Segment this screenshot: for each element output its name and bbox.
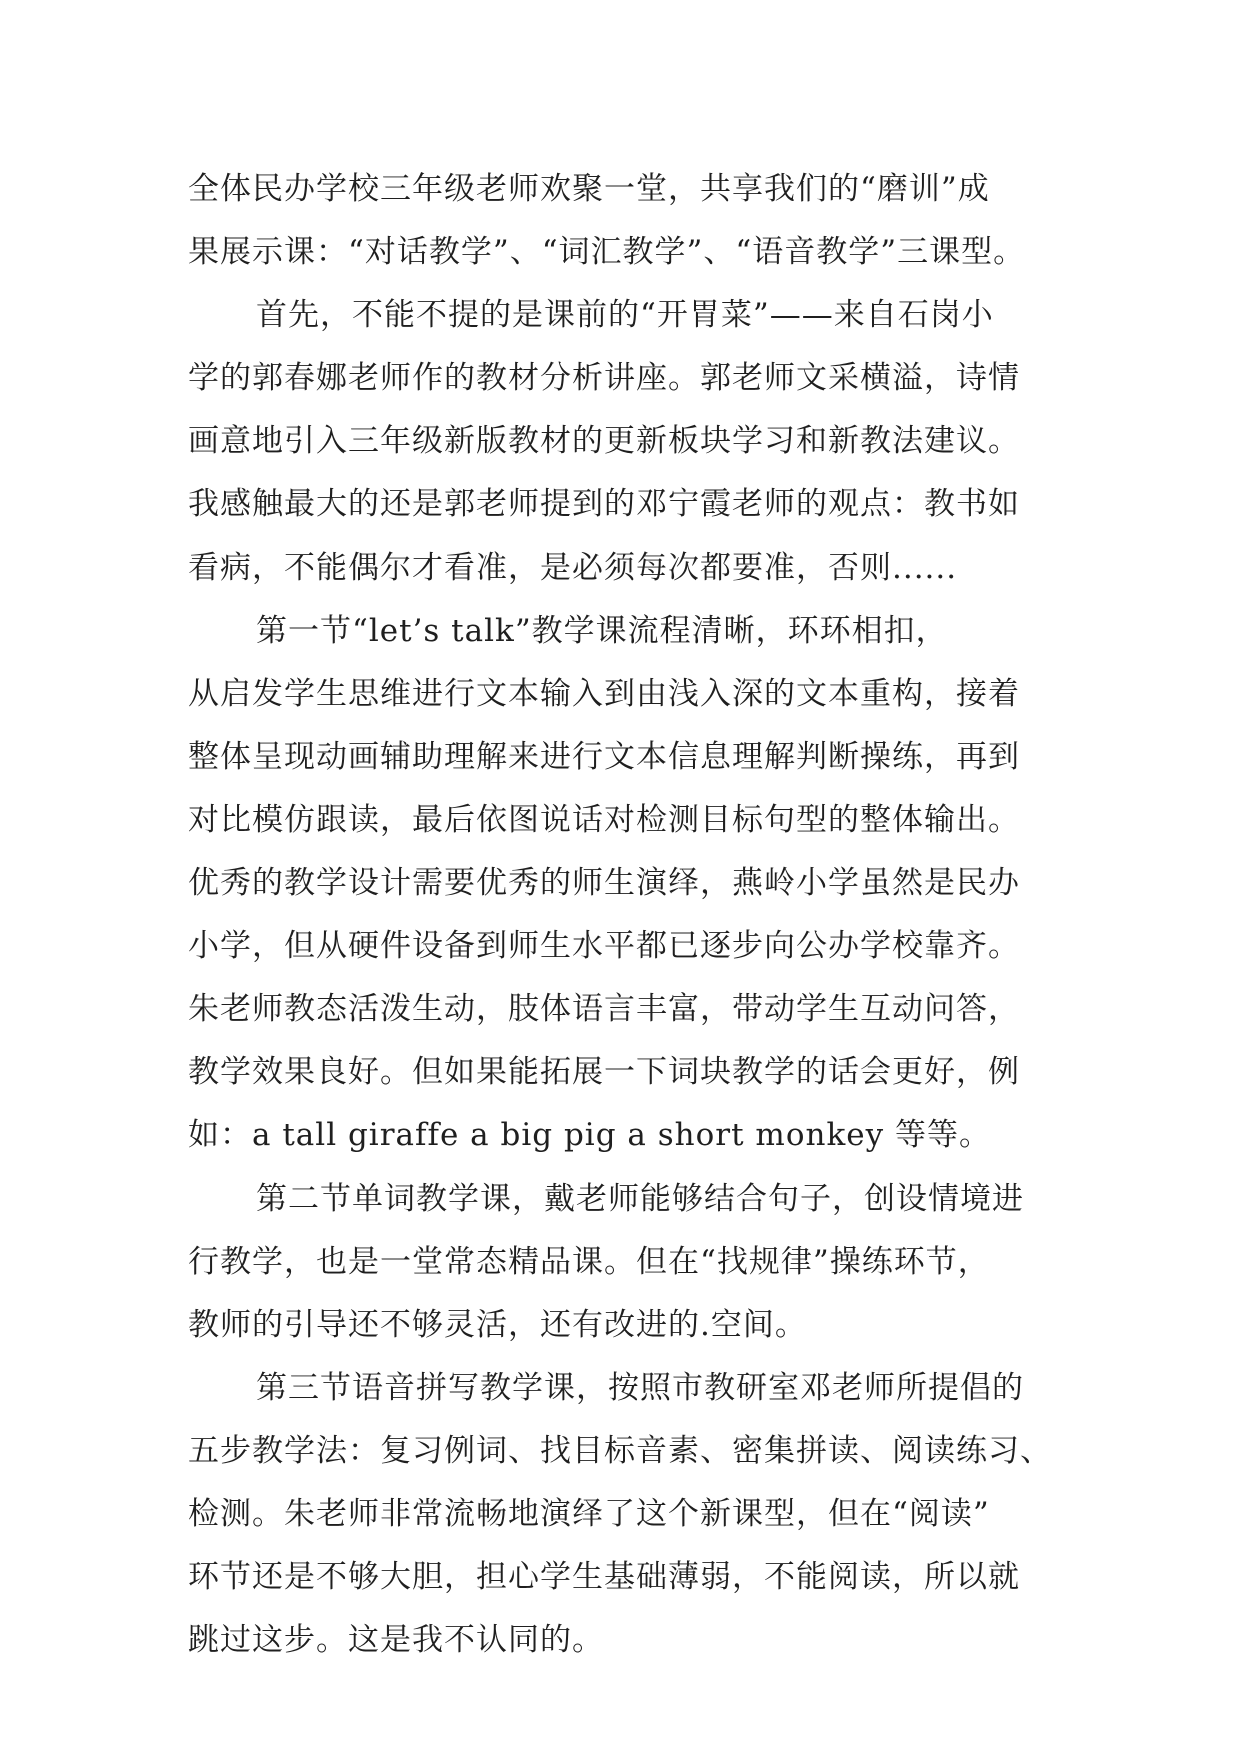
paragraph-first-line: 第一节“let’s talk”教学课流程清晰，环环相扣， <box>256 612 948 649</box>
text-line: 我感触最大的还是郭老师提到的邓宁霞老师的观点：教书如 <box>188 486 1020 523</box>
text-line: 果展示课：“对话教学”、“词汇教学”、“语音教学”三课型。 <box>188 234 1026 271</box>
text-line: 如：a tall giraffe a big pig a short monkey 等等。 <box>188 1117 991 1154</box>
text-line: 从启发学生思维进行文本输入到由浅入深的文本重构，接着 <box>188 675 1020 712</box>
text-line: 整体呈现动画辅助理解来进行文本信息理解判断操练，再到 <box>188 738 1020 775</box>
text-line: 检测。朱老师非常流畅地演绎了这个新课型，但在“阅读” <box>188 1495 990 1532</box>
text-line: 跳过这步。这是我不认同的。 <box>188 1622 604 1659</box>
text-line: 看病，不能偶尔才看准，是必须每次都要准，否则...... <box>188 549 958 586</box>
paragraph-first-line: 首先，不能不提的是课前的“开胃菜”——来自石岗小 <box>256 297 994 334</box>
text-line: 优秀的教学设计需要优秀的师生演绎，燕岭小学虽然是民办 <box>188 865 1020 902</box>
paragraph-first-line: 第二节单词教学课，戴老师能够结合句子，创设情境进 <box>256 1180 1024 1217</box>
text-line: 行教学，也是一堂常态精品课。但在“找规律”操练环节， <box>188 1243 990 1280</box>
text-line: 小学，但从硬件设备到师生水平都已逐步向公办学校靠齐。 <box>188 928 1020 965</box>
text-line: 对比模仿跟读，最后依图说话对检测目标句型的整体输出。 <box>188 801 1020 838</box>
text-line: 五步教学法：复习例词、找目标音素、密集拼读、阅读练习、 <box>188 1432 1052 1469</box>
text-line: 全体民办学校三年级老师欢聚一堂，共享我们的“磨训”成 <box>188 171 990 207</box>
text-line: 环节还是不够大胆，担心学生基础薄弱，不能阅读，所以就 <box>188 1559 1020 1596</box>
text-line: 教学效果良好。但如果能拓展一下词块教学的话会更好，例 <box>188 1054 1020 1091</box>
paragraph-first-line: 第三节语音拼写教学课，按照市教研室邓老师所提倡的 <box>256 1369 1024 1406</box>
body-text <box>188 158 1068 1672</box>
text-line: 朱老师教态活泼生动，肢体语言丰富，带动学生互动问答， <box>188 991 1020 1028</box>
text-line: 画意地引入三年级新版教材的更新板块学习和新教法建议。 <box>188 423 1020 460</box>
text-line: 教师的引导还不够灵活，还有改进的.空间。 <box>188 1306 807 1343</box>
text-line: 学的郭春娜老师作的教材分析讲座。郭老师文采横溢，诗情 <box>188 360 1020 397</box>
